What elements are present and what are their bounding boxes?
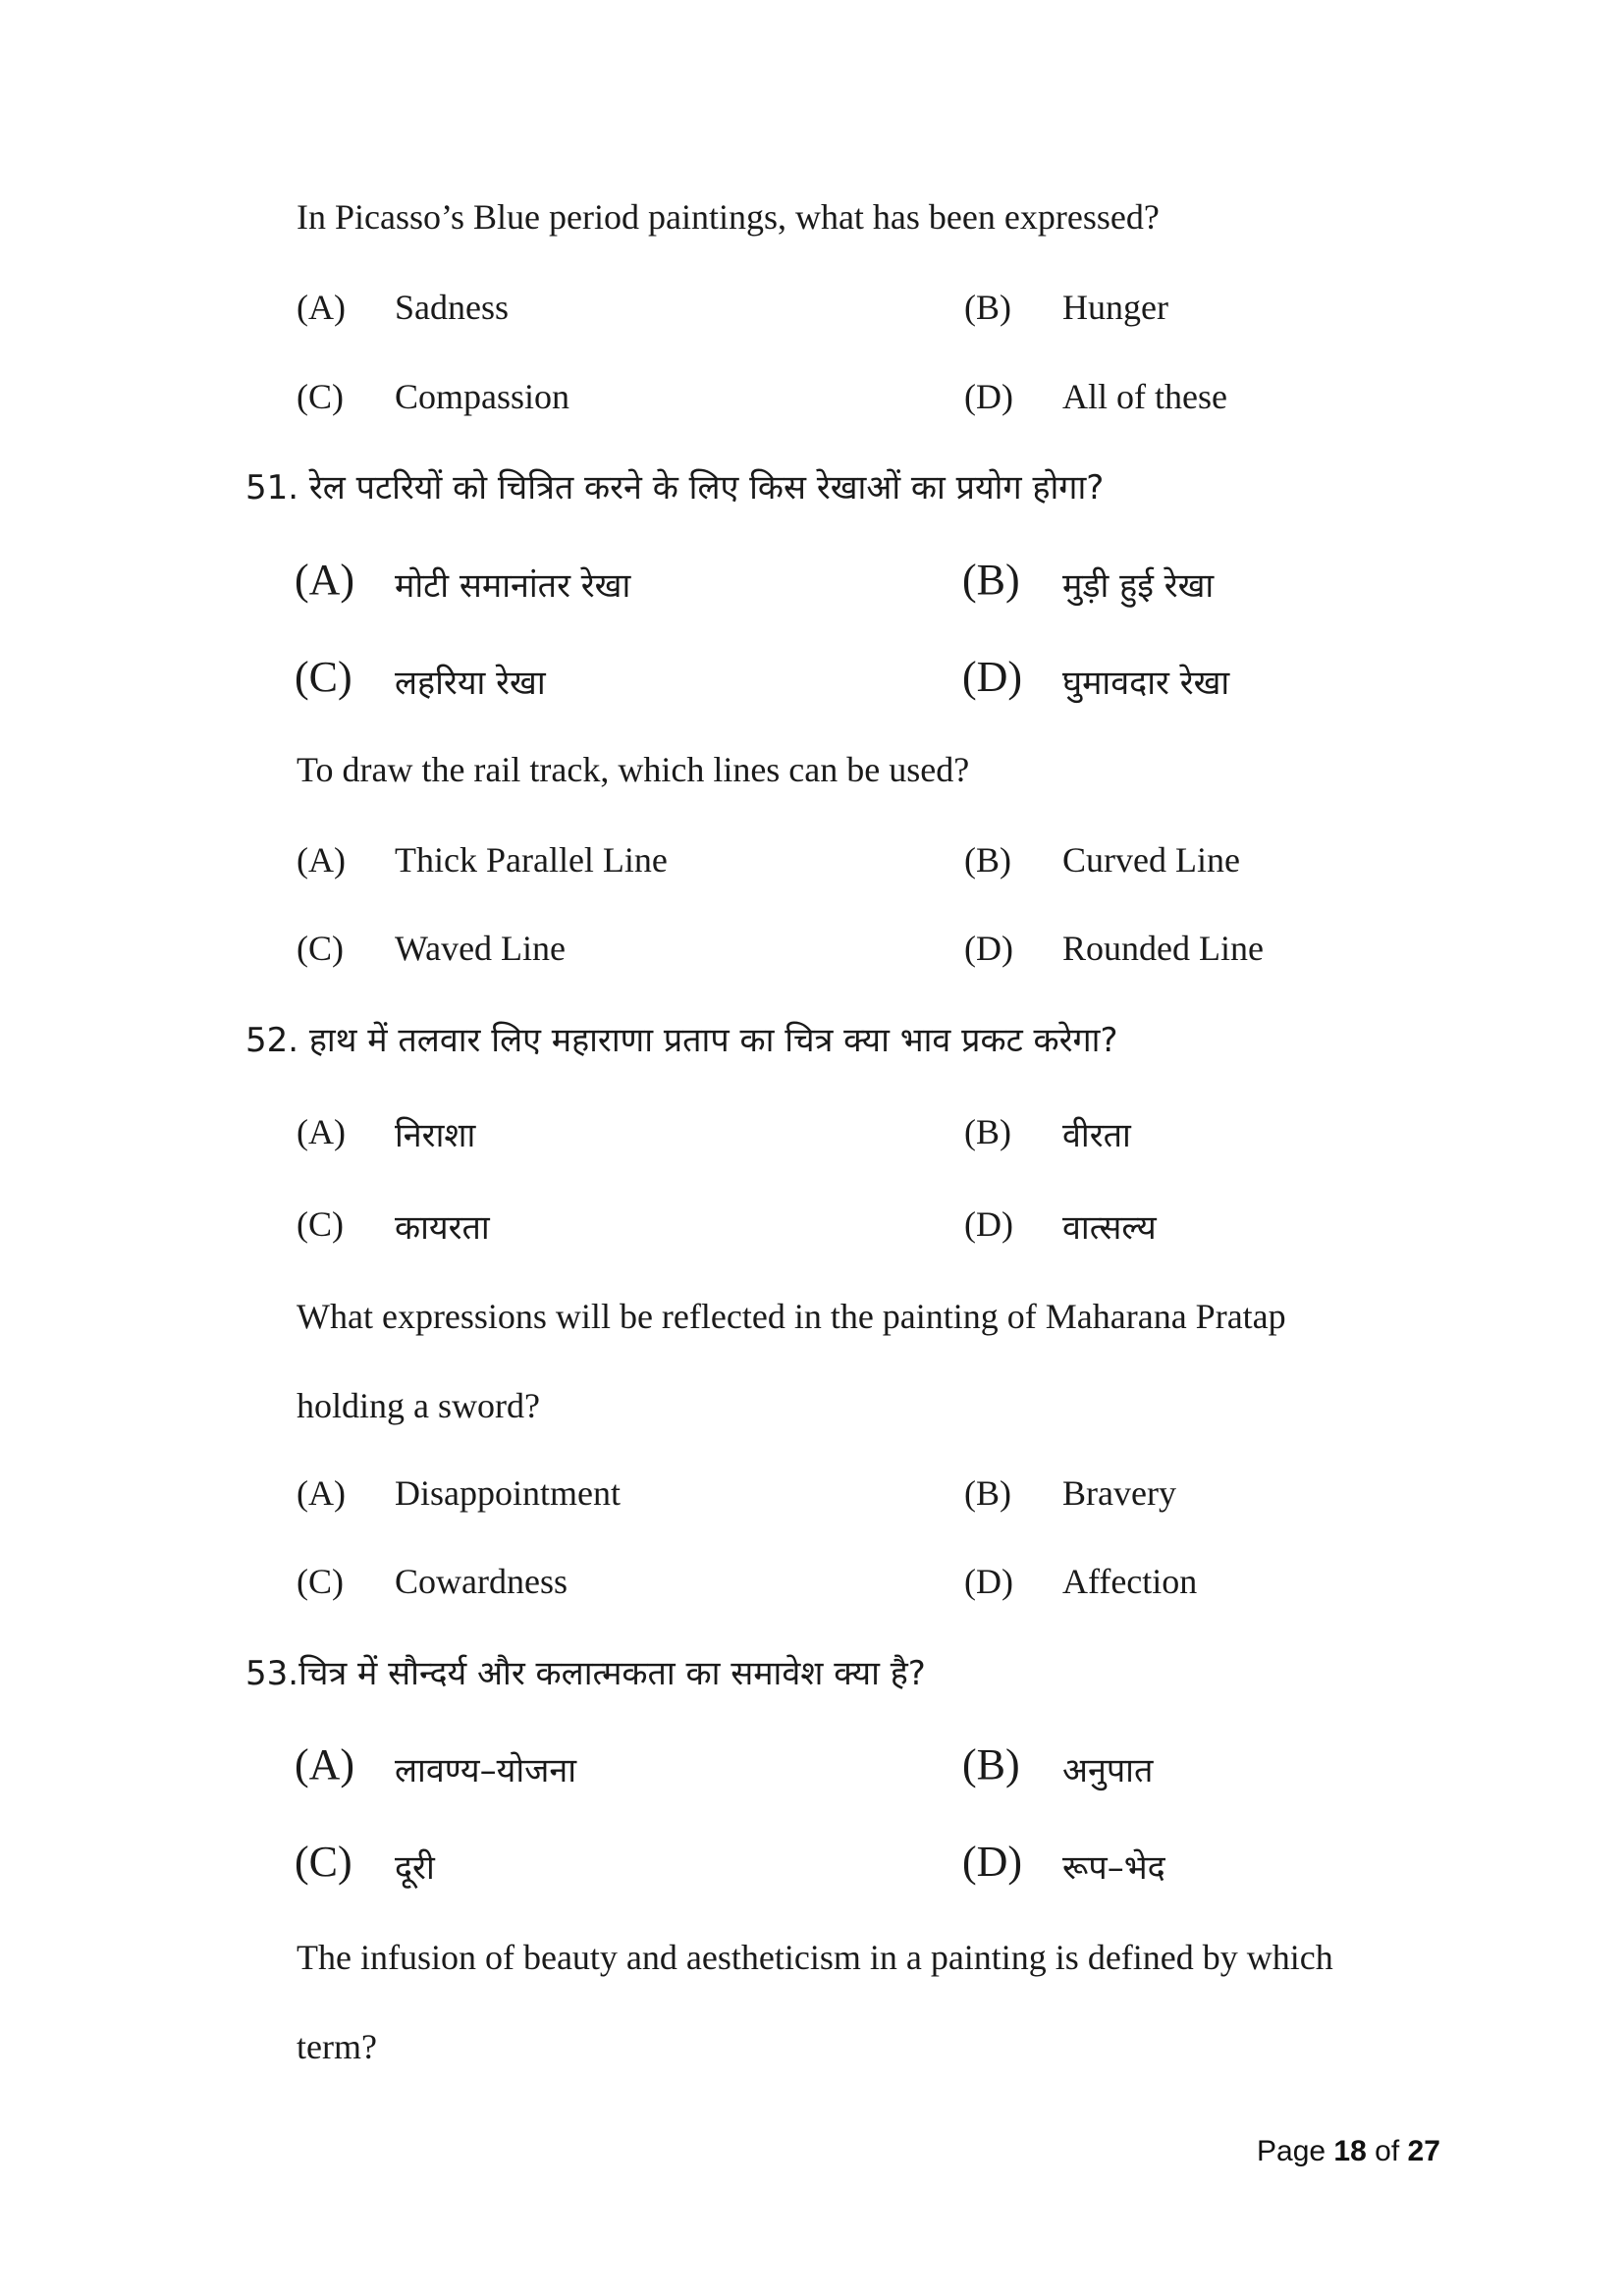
- question-text: The infusion of beauty and aestheticism in a painting is defined by which: [297, 1938, 1333, 1977]
- option-label: (A): [295, 1740, 355, 1789]
- option-text: लावण्य–योजना: [395, 1751, 577, 1790]
- option-text: वीरता: [1062, 1116, 1131, 1155]
- question-text-continued: holding a sword?: [297, 1386, 540, 1425]
- option-text: लहरिया रेखा: [395, 664, 546, 703]
- option-label: (A): [297, 1112, 346, 1151]
- option-label: (C): [295, 653, 352, 701]
- option-text: अनुपात: [1062, 1751, 1154, 1790]
- question-text-continued: term?: [297, 2027, 377, 2066]
- option-text: मोटी समानांतर रेखा: [395, 566, 631, 606]
- option-label: (D): [964, 377, 1013, 416]
- page-number: [1257, 2135, 1440, 2168]
- option-text: Waved Line: [395, 929, 567, 968]
- option-text: Sadness: [395, 288, 509, 327]
- option-text: निराशा: [395, 1116, 476, 1155]
- current-page: 18: [1333, 2135, 1367, 2167]
- option-label: (D): [962, 653, 1023, 701]
- option-label: (B): [962, 556, 1020, 604]
- option-label: (B): [962, 1740, 1020, 1789]
- option-text: Disappointment: [395, 1473, 621, 1513]
- option-text: Cowardness: [395, 1562, 568, 1601]
- option-label: (B): [964, 288, 1011, 327]
- option-label: (B): [964, 1473, 1011, 1513]
- question-text: 52. हाथ में तलवार लिए महाराणा प्रताप का चित्र क्या भाव प्रकट करेगा?: [245, 1021, 1118, 1060]
- option-text: Hunger: [1062, 288, 1168, 327]
- option-label: (D): [964, 1204, 1013, 1244]
- question-text: 53.चित्र में सौन्दर्य और कलात्मकता का समावेश क्या है?: [245, 1654, 926, 1693]
- option-text: घुमावदार रेखा: [1062, 664, 1230, 703]
- option-label: (A): [297, 840, 346, 880]
- option-label: (C): [297, 377, 344, 416]
- option-text: कायरता: [395, 1208, 490, 1248]
- option-label: (A): [295, 556, 355, 604]
- option-text: दूरी: [395, 1848, 435, 1888]
- question-text: What expressions will be reflected in the painting of Maharana Pratap: [297, 1297, 1286, 1336]
- option-label: (D): [964, 929, 1013, 968]
- option-text: वात्सल्य: [1062, 1208, 1157, 1248]
- option-text: Compassion: [395, 377, 570, 416]
- option-label: (D): [962, 1838, 1023, 1886]
- option-text: Affection: [1062, 1562, 1198, 1601]
- option-text: All of these: [1062, 377, 1227, 416]
- option-label: (C): [297, 1204, 344, 1244]
- page-of: of: [1375, 2135, 1400, 2167]
- option-label: (D): [964, 1562, 1013, 1601]
- option-label: (B): [964, 840, 1011, 880]
- option-label: (A): [297, 288, 346, 327]
- option-label: (C): [297, 1562, 344, 1601]
- option-text: रूप–भेद: [1062, 1848, 1165, 1888]
- option-text: मुड़ी हुई रेखा: [1062, 566, 1215, 606]
- option-text: Rounded Line: [1062, 929, 1264, 968]
- option-text: Thick Parallel Line: [395, 840, 668, 880]
- total-pages: 27: [1407, 2135, 1440, 2167]
- option-label: (C): [295, 1838, 352, 1886]
- option-label: (A): [297, 1473, 346, 1513]
- question-text: To draw the rail track, which lines can be used?: [297, 750, 970, 789]
- option-label: (C): [297, 929, 344, 968]
- option-label: (B): [964, 1112, 1011, 1151]
- option-text: Curved Line: [1062, 840, 1240, 880]
- option-text: Bravery: [1062, 1473, 1176, 1513]
- question-text: 51. रेल पटरियों को चित्रित करने के लिए किस रेखाओं का प्रयोग होगा?: [245, 468, 1105, 507]
- question-text: In Picasso’s Blue period paintings, what has been expressed?: [297, 197, 1160, 237]
- page-prefix: Page: [1257, 2135, 1326, 2167]
